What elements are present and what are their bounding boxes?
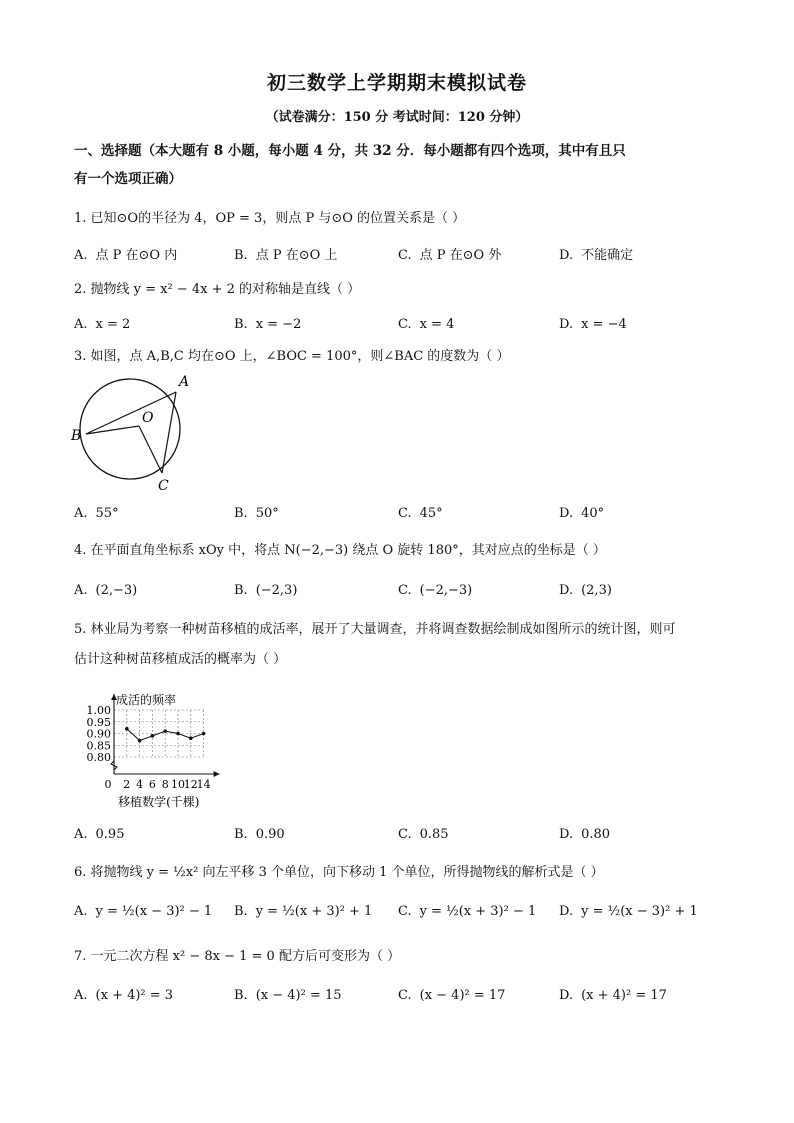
option-text: (2,−3): [95, 583, 138, 598]
option-text: (−2,−3): [419, 583, 473, 598]
question-4-options: [74, 583, 734, 605]
question-3-stem: 3. 如图，点 A,B,C 均在⊙O 上，∠BOC = 100°，则∠BAC 的度数为（ ）: [74, 349, 510, 364]
question-3-options: [74, 506, 734, 528]
question-2-options: [74, 317, 734, 339]
option-text: (x − 4)² = 15: [255, 988, 342, 1003]
frequency-chart: [80, 688, 250, 812]
option-c[interactable]: [398, 244, 501, 263]
option-label: C.: [398, 506, 412, 521]
data-point: [163, 729, 167, 733]
option-text: (x + 4)² = 17: [581, 988, 667, 1003]
question-7-stem: 7. 一元二次方程 x² − 8x − 1 = 0 配方后可变形为（ ）: [74, 949, 401, 964]
x-axis-arrow: [214, 771, 220, 777]
x-tick-label: 8: [161, 778, 169, 791]
option-b[interactable]: [234, 244, 337, 263]
circle-o: [80, 379, 180, 479]
question-2-stem: 2. 抛物线 y = x² − 4x + 2 的对称轴是直线（ ）: [74, 282, 361, 297]
option-c[interactable]: [398, 988, 505, 1003]
option-text: (−2,3): [255, 583, 298, 598]
question-5-line-1: 5. 林业局为考察一种树苗移植的成活率，展开了大量调查，并将调查数据绘制成如图所示的统计图，则可: [74, 622, 676, 637]
y-tick-label: 1.00: [86, 704, 111, 717]
option-text: 不能确定: [581, 248, 634, 263]
option-text: 55°: [95, 506, 119, 521]
question-5-line-2: 估计这种树苗移植成活的概率为（ ）: [74, 652, 287, 667]
option-text: 45°: [419, 506, 443, 521]
question-1-stem: 1. 已知⊙O的半径为 4，OP = 3，则点 P 与⊙O 的位置关系是（ ）: [74, 211, 466, 226]
option-a[interactable]: [74, 904, 212, 919]
option-text: y = ½(x + 3)² + 1: [255, 904, 373, 919]
option-label: C.: [398, 988, 412, 1003]
option-label: A.: [74, 827, 88, 842]
option-d[interactable]: [559, 506, 604, 521]
point-o-label: O: [142, 410, 154, 426]
option-label: C.: [398, 248, 412, 263]
option-text: 点 P 在⊙O 上: [255, 248, 338, 263]
option-label: D.: [559, 317, 574, 332]
option-a[interactable]: [74, 583, 137, 598]
x-tick-label: 6: [148, 778, 156, 791]
option-label: B.: [234, 317, 248, 332]
option-label: D.: [559, 827, 574, 842]
option-text: (x + 4)² = 3: [95, 988, 174, 1003]
data-point: [176, 732, 180, 736]
option-label: A.: [74, 248, 88, 263]
option-label: D.: [559, 988, 574, 1003]
exam-info: （试卷满分：150 分 考试时间：120 分钟）: [265, 110, 529, 125]
option-d[interactable]: [559, 988, 667, 1003]
x-tick-label: 4: [136, 778, 144, 791]
option-text: 0.80: [581, 827, 611, 842]
option-b[interactable]: [234, 317, 301, 332]
option-label: C.: [398, 827, 412, 842]
option-label: B.: [234, 827, 248, 842]
option-label: B.: [234, 506, 248, 521]
option-c[interactable]: [398, 904, 536, 919]
question-5-stem: [74, 615, 734, 675]
x-tick-label: 12: [183, 778, 198, 791]
option-label: A.: [74, 506, 88, 521]
option-b[interactable]: [234, 506, 279, 521]
option-d[interactable]: [559, 244, 633, 263]
x-tick-label: 10: [171, 778, 185, 791]
option-label: B.: [234, 248, 248, 263]
y-tick-label: 0.95: [86, 715, 111, 729]
option-text: (x − 4)² = 17: [419, 988, 506, 1003]
option-label: B.: [234, 904, 248, 919]
option-text: x = 4: [419, 317, 455, 332]
option-c[interactable]: [398, 827, 449, 842]
option-text: 0.85: [419, 827, 449, 842]
option-text: x = −4: [581, 317, 627, 332]
question-6-stem: 6. 将抛物线 y = ½x² 向左平移 3 个单位，向下移动 1 个单位，所得抛物线的解析式是（ ）: [74, 865, 604, 880]
question-5-options: [74, 827, 734, 849]
option-label: B.: [234, 583, 248, 598]
option-label: A.: [74, 904, 88, 919]
circle-figure: [66, 370, 206, 495]
option-text: 50°: [255, 506, 279, 521]
option-label: B.: [234, 988, 248, 1003]
x-origin-label: 0: [104, 778, 112, 791]
chart-title: 成活的频率: [116, 693, 177, 707]
option-b[interactable]: [234, 583, 297, 598]
point-c-label: C: [158, 478, 169, 494]
option-d[interactable]: [559, 904, 698, 919]
option-d[interactable]: [559, 583, 612, 598]
option-a[interactable]: [74, 988, 173, 1003]
option-label: D.: [559, 248, 574, 263]
option-b[interactable]: [234, 988, 342, 1003]
x-axis-label: 移植数学(千棵): [118, 795, 200, 809]
option-label: D.: [559, 506, 574, 521]
data-point: [189, 736, 193, 740]
section-heading-line-1: 一、选择题（本大题有 8 小题，每小题 4 分，共 32 分．每小题都有四个选项，其中有且只: [74, 143, 626, 159]
option-a[interactable]: [74, 827, 124, 842]
option-d[interactable]: [559, 317, 627, 332]
option-a[interactable]: [74, 506, 119, 521]
point-b-label: B: [71, 428, 82, 444]
option-text: 40°: [581, 506, 605, 521]
question-1-options: [74, 244, 734, 266]
option-text: 点 P 在⊙O 外: [419, 248, 502, 263]
option-text: x = −2: [255, 317, 302, 332]
x-tick-label: 2: [123, 778, 131, 791]
option-label: D.: [559, 904, 574, 919]
option-c[interactable]: [398, 317, 454, 332]
option-label: A.: [74, 583, 88, 598]
option-d[interactable]: [559, 827, 610, 842]
option-text: y = ½(x + 3)² − 1: [419, 904, 537, 919]
option-text: y = ½(x − 3)² + 1: [581, 904, 698, 919]
x-tick-label: 14: [196, 778, 211, 791]
y-tick-label: 0.80: [86, 751, 111, 764]
option-text: y = ½(x − 3)² − 1: [95, 904, 213, 919]
option-label: C.: [398, 904, 412, 919]
question-7-options: [74, 988, 734, 1010]
radius-oc: [139, 426, 162, 473]
option-text: x = 2: [95, 317, 131, 332]
option-label: A.: [74, 988, 88, 1003]
data-point: [125, 727, 129, 731]
y-tick-label: 0.90: [86, 727, 111, 741]
question-6-options: [74, 904, 734, 926]
section-heading-line-2: 有一个选项正确）: [74, 171, 182, 187]
option-c[interactable]: [398, 583, 472, 598]
y-tick-label: 0.85: [86, 739, 111, 753]
option-label: C.: [398, 317, 412, 332]
option-text: 0.95: [95, 827, 125, 842]
data-point: [151, 734, 155, 738]
question-4-stem: 4. 在平面直角坐标系 xOy 中，将点 N(−2,−3) 绕点 O 旋转 180°，其对应点的坐标是（ ）: [74, 543, 606, 558]
option-a[interactable]: [74, 244, 177, 263]
option-label: C.: [398, 583, 412, 598]
option-b[interactable]: [234, 827, 285, 842]
point-a-label: A: [179, 374, 190, 390]
option-a[interactable]: [74, 317, 130, 332]
page-title: 初三数学上学期期末模拟试卷: [266, 72, 527, 94]
option-label: A.: [74, 317, 88, 332]
data-point: [202, 732, 206, 736]
option-text: (2,3): [581, 583, 612, 598]
data-point: [138, 739, 142, 743]
option-b[interactable]: [234, 904, 372, 919]
section-heading: [74, 137, 724, 193]
option-text: 0.90: [255, 827, 285, 842]
option-text: 点 P 在⊙O 内: [95, 248, 178, 263]
option-c[interactable]: [398, 506, 443, 521]
option-label: D.: [559, 583, 574, 598]
